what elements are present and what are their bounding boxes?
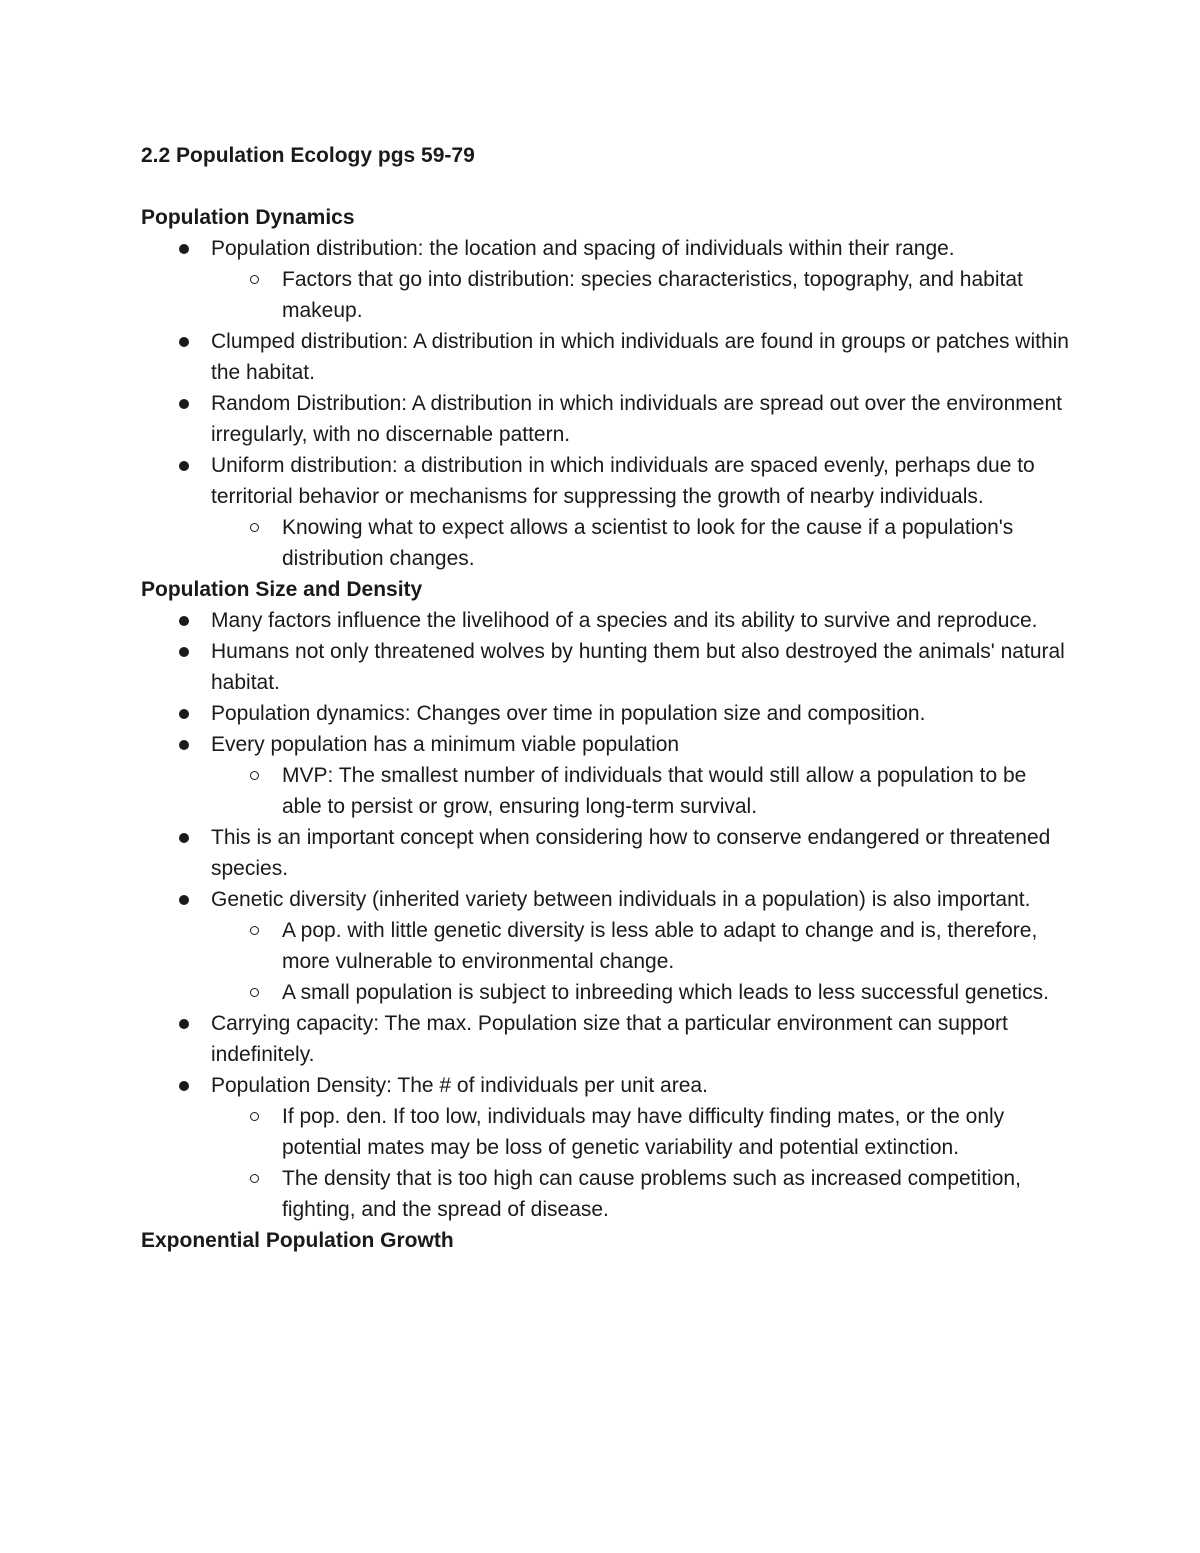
list-item-text: Genetic diversity (inherited variety between individuals in a population) is also important. bbox=[211, 888, 1031, 911]
bullet-dot-icon bbox=[179, 709, 189, 719]
list-item-text: If pop. den. If too low, individuals may have difficulty finding mates, or the only potential mates may be loss of genetic variability and potential extinction. bbox=[282, 1105, 1005, 1159]
list-item bbox=[141, 729, 1071, 760]
section-population-dynamics bbox=[141, 202, 1071, 574]
list-item-text: Population dynamics: Changes over time in population size and composition. bbox=[211, 702, 926, 725]
bullet-dot-icon bbox=[179, 740, 189, 750]
list-item bbox=[141, 915, 1071, 977]
bullet-circle-icon bbox=[250, 771, 259, 780]
list-item bbox=[141, 1101, 1071, 1163]
bullet-circle-icon bbox=[250, 275, 259, 284]
bullet-list bbox=[141, 605, 1071, 1225]
list-item-text: Many factors influence the livelihood of a species and its ability to survive and reproduce. bbox=[211, 609, 1038, 632]
list-item bbox=[141, 450, 1071, 512]
list-item bbox=[141, 264, 1071, 326]
list-item-text: A pop. with little genetic diversity is less able to adapt to change and is, therefore, more vulnerable to environmental change. bbox=[282, 919, 1038, 973]
list-item bbox=[141, 512, 1071, 574]
list-item bbox=[141, 388, 1071, 450]
bullet-dot-icon bbox=[179, 461, 189, 471]
list-item-text: Every population has a minimum viable population bbox=[211, 733, 680, 756]
bullet-dot-icon bbox=[179, 244, 189, 254]
list-item-text: Knowing what to expect allows a scientist to look for the cause if a population's distribution changes. bbox=[282, 516, 1014, 570]
list-item-text: Humans not only threatened wolves by hunting them but also destroyed the animals' natural habitat. bbox=[211, 640, 1065, 694]
list-item-text: Carrying capacity: The max. Population size that a particular environment can support indefinitely. bbox=[211, 1012, 1008, 1066]
list-item bbox=[141, 636, 1071, 698]
list-item-text: The density that is too high can cause problems such as increased competition, fighting, and the spread of disease. bbox=[282, 1167, 1021, 1221]
list-item bbox=[141, 884, 1071, 915]
bullet-dot-icon bbox=[179, 647, 189, 657]
bullet-list bbox=[141, 233, 1071, 574]
bullet-circle-icon bbox=[250, 988, 259, 997]
list-item-text: Uniform distribution: a distribution in which individuals are spaced evenly, perhaps due to territorial behavior or mechanisms for suppressing the growth of nearby individuals. bbox=[211, 454, 1035, 508]
list-item-text: Factors that go into distribution: species characteristics, topography, and habitat makeup. bbox=[282, 268, 1023, 322]
bullet-dot-icon bbox=[179, 399, 189, 409]
bullet-dot-icon bbox=[179, 1019, 189, 1029]
bullet-dot-icon bbox=[179, 616, 189, 626]
document-page bbox=[141, 140, 1071, 1256]
list-item bbox=[141, 605, 1071, 636]
section-heading: Population Size and Density bbox=[141, 578, 423, 601]
section-population-size-density bbox=[141, 574, 1071, 1225]
list-item bbox=[141, 1163, 1071, 1225]
list-item bbox=[141, 977, 1071, 1008]
list-item-text: Random Distribution: A distribution in which individuals are spread out over the environment irregularly, with no discernable pattern. bbox=[211, 392, 1062, 446]
list-item bbox=[141, 698, 1071, 729]
document-title: 2.2 Population Ecology pgs 59-79 bbox=[141, 144, 475, 167]
section-exponential-growth bbox=[141, 1225, 1071, 1256]
list-item-text: A small population is subject to inbreeding which leads to less successful genetics. bbox=[282, 981, 1049, 1004]
bullet-circle-icon bbox=[250, 523, 259, 532]
bullet-circle-icon bbox=[250, 1112, 259, 1121]
list-item bbox=[141, 233, 1071, 264]
list-item bbox=[141, 1008, 1071, 1070]
list-item-text: Population Density: The # of individuals per unit area. bbox=[211, 1074, 708, 1097]
list-item bbox=[141, 326, 1071, 388]
bullet-circle-icon bbox=[250, 1174, 259, 1183]
section-heading: Exponential Population Growth bbox=[141, 1229, 454, 1252]
bullet-dot-icon bbox=[179, 895, 189, 905]
list-item bbox=[141, 822, 1071, 884]
bullet-dot-icon bbox=[179, 337, 189, 347]
list-item-text: Clumped distribution: A distribution in which individuals are found in groups or patches within the habitat. bbox=[211, 330, 1069, 384]
bullet-circle-icon bbox=[250, 926, 259, 935]
section-heading: Population Dynamics bbox=[141, 206, 355, 229]
list-item bbox=[141, 760, 1071, 822]
list-item-text: This is an important concept when considering how to conserve endangered or threatened species. bbox=[211, 826, 1051, 880]
list-item-text: MVP: The smallest number of individuals that would still allow a population to be able to persist or grow, ensuring long-term survival. bbox=[282, 764, 1027, 818]
list-item-text: Population distribution: the location and spacing of individuals within their range. bbox=[211, 237, 955, 260]
list-item bbox=[141, 1070, 1071, 1101]
bullet-dot-icon bbox=[179, 833, 189, 843]
bullet-dot-icon bbox=[179, 1081, 189, 1091]
